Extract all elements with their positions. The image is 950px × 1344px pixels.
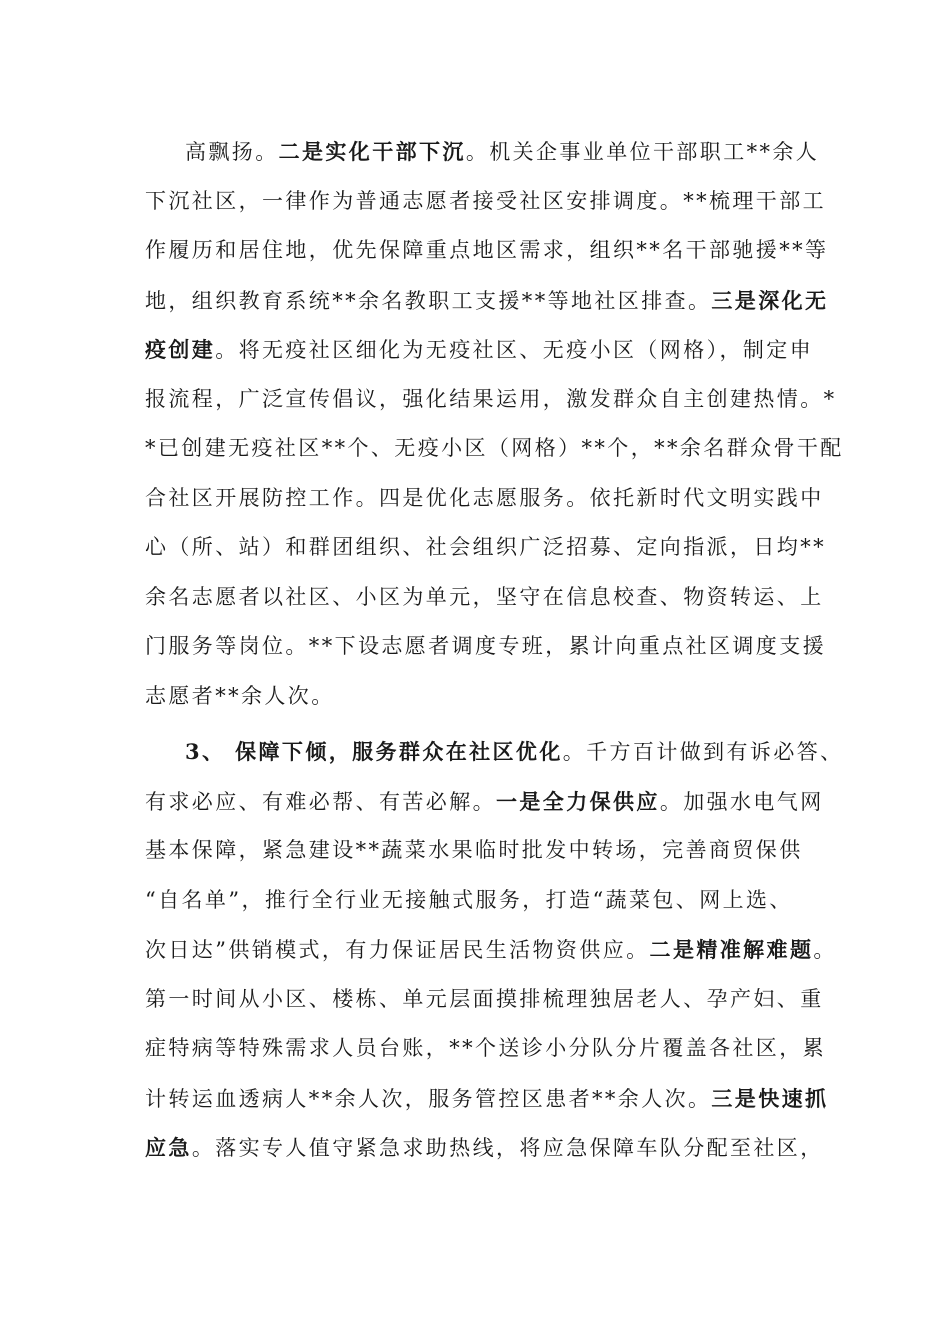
body-text: 。机关企事业单位干部职工**余人 <box>465 140 820 164</box>
body-text: 。 <box>813 938 837 962</box>
body-text: 次日达”供销模式，有力保证居民生活物资供应。 <box>145 938 650 962</box>
bold-heading-text: 二是实化干部下沉 <box>278 139 466 164</box>
text-line <box>145 975 824 1025</box>
paragraph-service-guarantee <box>145 727 844 1173</box>
body-text: 地，组织教育系统**余名教职工支援**等地社区排查。 <box>145 288 712 313</box>
bold-heading-text: 3、 保障下倾，服务群众在社区优化 <box>185 739 563 764</box>
text-line <box>145 523 826 573</box>
text-line <box>145 276 829 326</box>
body-text: 心（所、站）和群团组织、社会组织广泛招募、定向指派，日均** <box>145 535 826 559</box>
text-line <box>145 424 844 474</box>
body-text: “自名单”，推行全行业无接触式服务，打造“蔬菜包、网上选、 <box>145 887 793 912</box>
body-text: 门服务等岗位。**下设志愿者调度专班，累计向重点社区调度支援 <box>145 634 826 658</box>
body-text: 基本保障，紧急建设**蔬菜水果临时批发中转场，完善商贸保供 <box>145 838 803 862</box>
text-line <box>145 375 837 425</box>
text-line <box>145 876 815 926</box>
bold-heading-text: 应急 <box>145 1135 192 1160</box>
body-text: 有求必应、有难必帮、有苦必解。 <box>145 789 496 814</box>
text-line <box>145 127 820 177</box>
bold-heading-text: 疫创建 <box>145 337 216 362</box>
text-line <box>145 226 829 276</box>
body-text: 。千方百计做到有诉必答、 <box>562 740 844 764</box>
body-text: 下沉社区，一律作为普通志愿者接受社区安排调度。**梳理干部工 <box>145 188 826 213</box>
bold-heading-text: 二是精准解难题 <box>649 937 814 962</box>
bold-heading-text: 一是全力保供应 <box>496 788 660 814</box>
text-line <box>145 925 837 975</box>
body-text: 症特病等特殊需求人员台账，**个送诊小分队分片覆盖各社区，累 <box>145 1036 826 1060</box>
body-text: 计转运血透病人**余人次，服务管控区患者**余人次。 <box>145 1086 712 1111</box>
body-text: 作履历和居住地，优先保障重点地区需求，组织**名干部驰援**等 <box>145 238 829 262</box>
body-text: 。落实专人值守紧急求助热线，将应急保障车队分配至社区， <box>191 1136 824 1160</box>
body-text: *已创建无疫社区**个、无疫小区（网格）**个，**余名群众骨干配 <box>145 436 844 460</box>
bold-heading-text: 三是深化无 <box>711 287 829 313</box>
body-text: 高飘扬。 <box>185 140 279 164</box>
text-line <box>145 727 844 777</box>
body-text: 余名志愿者以社区、小区为单元，坚守在信息校查、物资转运、上 <box>145 584 824 609</box>
paragraph-volunteer-work <box>145 127 844 721</box>
text-line <box>145 573 824 623</box>
text-line <box>145 325 815 375</box>
text-line <box>145 1074 829 1124</box>
body-text: 志愿者**余人次。 <box>145 683 335 708</box>
bold-heading-text: 三是快速抓 <box>711 1085 829 1111</box>
text-line <box>145 826 815 876</box>
text-line <box>145 1024 826 1074</box>
body-text: 。将无疫社区细化为无疫社区、无疫小区（网格），制定申 <box>215 338 814 362</box>
body-text: 报流程，广泛宣传倡议，强化结果运用，激发群众自主创建热情。* <box>145 386 837 411</box>
body-text: 合社区开展防控工作。四是优化志愿服务。依托新时代文明实践中 <box>145 485 824 510</box>
text-line <box>145 1123 824 1173</box>
text-line <box>145 672 815 722</box>
body-text: 。加强水电气网 <box>659 789 824 814</box>
body-text: 第一时间从小区、楼栋、单元层面摸排梳理独居老人、孕产妇、重 <box>145 986 824 1011</box>
text-line <box>145 622 826 672</box>
text-line <box>145 474 824 524</box>
text-line <box>145 177 826 227</box>
text-line <box>145 777 824 827</box>
